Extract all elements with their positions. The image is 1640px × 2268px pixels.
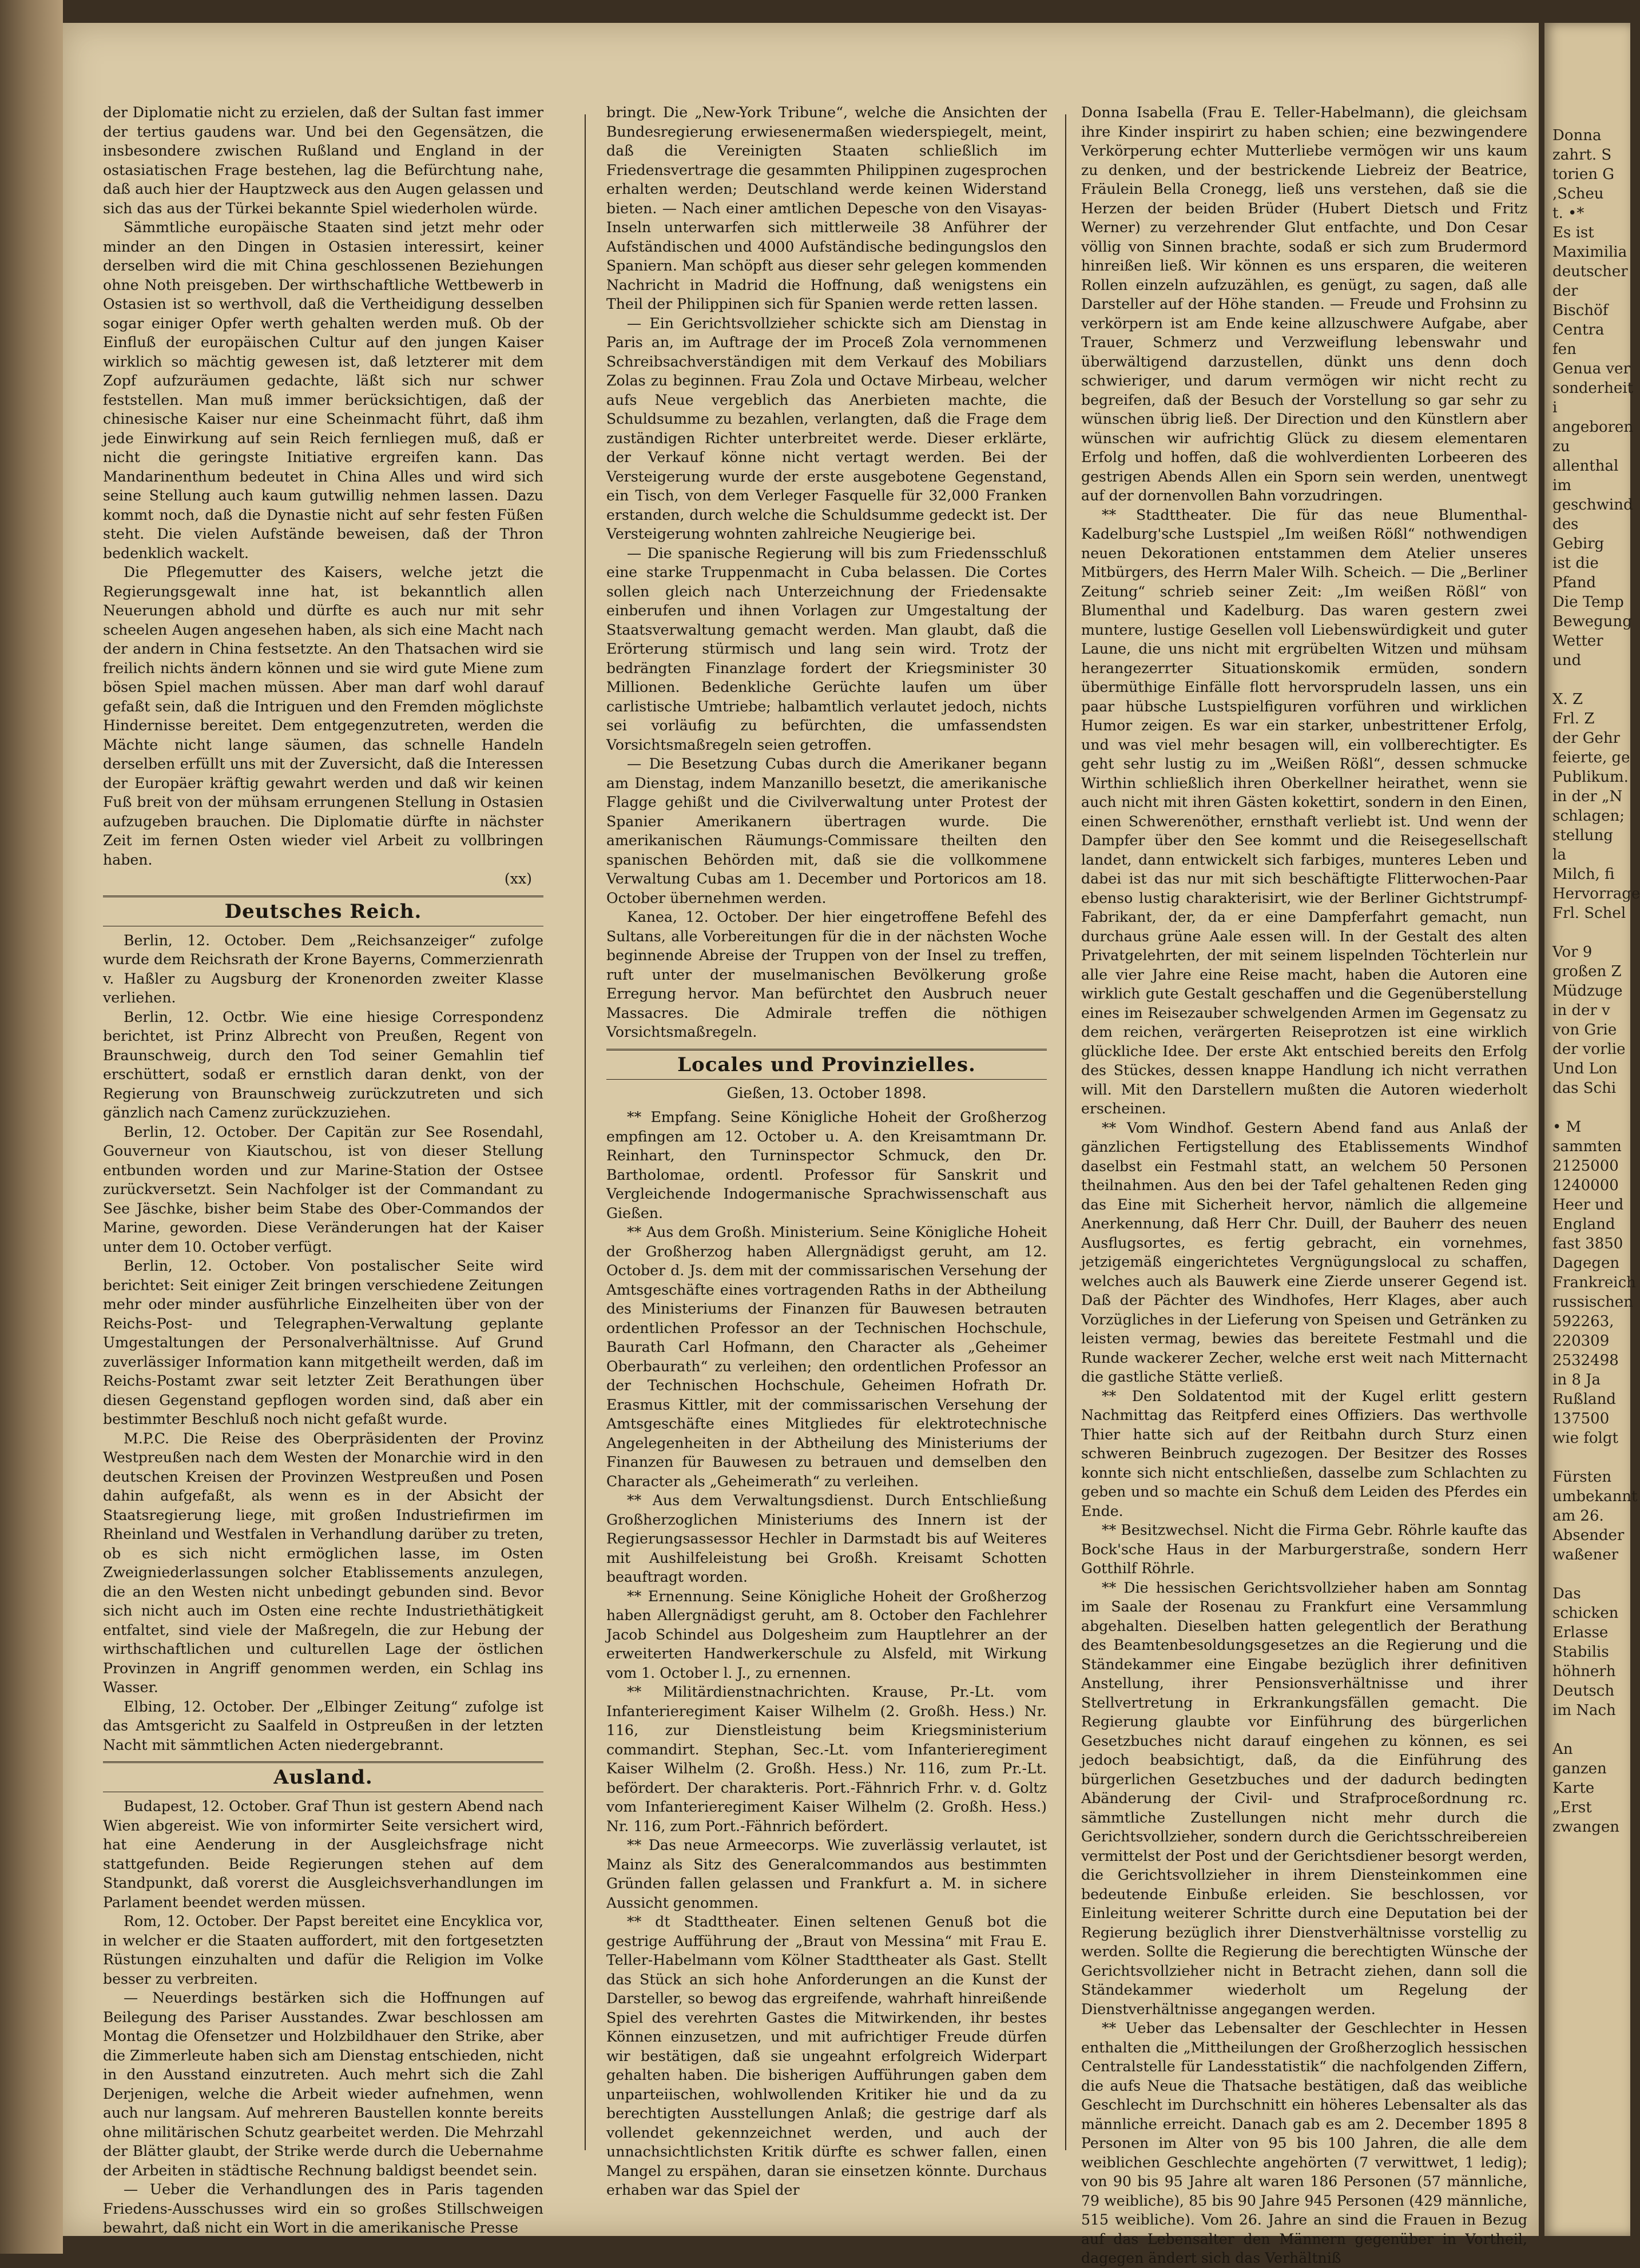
local-item: ** Stadttheater. Die für das neue Blumenthal-Kadelburg'sche Lustspiel „Im weißen Rößl“ nothwendigen neuen Dekorationen entstammen dem Atelier unseres Mitbürgers, des Herrn Maler Wilh. Scheich. — Die „Berliner Zeitung“ schrieb seiner Zeit: „Im weißen Rößl“ von Blumenthal und Kadelburg. Das waren gestern zwei muntere, lustige Gesellen voll Liebenswürdigkeit und guter Laune, die uns nicht mit ergrübelten Witzen und mühsam herangezerrter Situationskomik ermüden, sondern übermüthige Einfälle flott hervorsprudeln lassen, uns ein paar hübsche Lustspielfiguren vorführen und wirklichen Humor zeigen. Es war ein starker, unbestrittener Erfolg, und was viel mehr besagen will, ein vollberechtigter. Es geht sehr lustig zu im „Weißen Rößl“, dessen schmucke Wirthin schließlich ihren Oberkellner heirathet, wenn sie auch nicht mit ihren Gästen kokettirt, sondern in den Einen, einen Schwerenöther, ernsthaft verliebt ist. Und wenn der Dampfer über den See kommt und die Reisegesellschaft landet, dann entwickelt sich farbiges, munteres Leben und dabei ist das nur mit sich beschäftigte Flitterwochen-Paar ebenso lustig charakterisirt, wie der Berliner Gichtstrumpf-Fabrikant, der, da er eine Dampferfahrt gemacht, nun durchaus grüne Aale essen will. In der Gestalt des alten Privatgelehrten, der mit seinem lispelnden Töchterlein nur alle vier Jahre eine Reise macht, haben die Autoren eine wirklich gute Gestalt geschaffen und die Gegenüberstellung eines im Reisezauber schwelgenden Armen im Gegensatz zu dem reichen, verärgerten Reiseprotzen ist eine wirklich glückliche Idee. Der erste Akt entschied bereits den Erfolg des Stückes, dessen knappe Handlung ich nicht verrathen will. Mit den Darstellern mußten die Autoren wiederholt erscheinen. <box>1081 506 1527 1117</box>
news-item: Berlin, 12. October. Dem „Reichsanzeiger“ zufolge wurde dem Reichsrath der Krone Bayerns, Commerzienrath v. Haßler zu Augsburg der Kronenorden zweiter Klasse verliehen. <box>103 932 543 1006</box>
local-item: ** Ueber das Lebensalter der Geschlechter in Hessen enthalten die „Mittheilungen der Großherzoglich hessischen Centralstelle für Landesstatistik“ die nachfolgenden Ziffern, die aufs Neue die Thatsache bestätigen, daß das weibliche Geschlecht im Durchschnitt ein höheres Lebensalter als das männliche erreicht. Danach gab es am 2. December 1895 8 Personen im Alter von 95 bis 100 Jahren, die alle dem weiblichen Geschlechte angehörten (7 verwittwet, 1 ledig); von 90 bis 95 Jahre alt waren 186 Personen (57 männliche, 79 weibliche), 85 bis 90 Jahre 945 Personen (429 männliche, 515 weibliche). Vom 26. Jahre an sind die Frauen in Bezug auf das Lebensalter den Männern gegenüber in Vortheil, dagegen ändert sich das Verhältniß <box>1081 2020 1527 2266</box>
dateline: Gießen, 13. October 1898. <box>726 1084 927 1102</box>
local-item: ** Aus dem Großh. Ministerium. Seine Königliche Hoheit der Großherzog haben Allergnädigst geruht, am 12. October d. Js. dem mit der commissarischen Versehung der Amtsgeschäfte eines vortragenden Raths in der Abtheilung des Ministeriums der Finanzen für Bauwesen betrauten ordentlichen Professor an der Technischen Hochschule, Baurath Carl Hofmann, den Character als „Geheimer Oberbaurath“ zu verleihen; den ordentlichen Professor an der Technischen Hochschule, Geheimen Hofrath Dr. Erasmus Kittler, mit der commissarischen Versehung der Amtsgeschäfte eines Mitgliedes für elektrotechnische Angelegenheiten in der Abtheilung des Ministeriums der Finanzen für Bauwesen zu betrauen und demselben den Character als „Geheimerath“ zu verleihen. <box>606 1224 1047 1490</box>
local-item: ** Aus dem Verwaltungsdienst. Durch Entschließung Großherzoglichen Ministeriums des Innern ist der Regierungsassessor Hechler in Darmstadt bis auf Weiteres mit Aushilfeleistung bei Großh. Kreisamt Schotten beauftragt worden. <box>606 1492 1047 1585</box>
news-item: Berlin, 12. October. Der Capitän zur See Rosendahl, Gouverneur von Kiautschou, ist von dieser Stellung entbunden worden und zur Marine-Station der Ostsee zurückversetzt. Sein Nachfolger ist der Commandant zu See Jäschke, bisher beim Stabe des Ober-Commandos der Marine, geworden. Diese Veränderungen hat der Kaiser unter dem 10. October verfügt. <box>103 1123 543 1255</box>
news-item: Elbing, 12. October. Der „Elbinger Zeitung“ zufolge ist das Amtsgericht zu Saalfeld in Ostpreußen in der letzten Nacht mit sämmtlichen Acten niedergebrannt. <box>103 1698 543 1753</box>
section-heading-deutsches-reich: Deutsches Reich. <box>103 896 543 926</box>
adjacent-page <box>1544 23 1640 2236</box>
news-item: Kanea, 12. October. Der hier eingetroffene Befehl des Sultans, alle Vorbereitungen für die in der nächsten Woche beginnende Abreise der Truppen von der Insel zu treffen, ruft unter der muselmanischen Bevölkerung große Erregung hervor. Man befürchtet den Ausbruch neuer Massacres. Die Admirale treffen die nöthigen Vorsichtsmaßregeln. <box>606 909 1047 1040</box>
news-item: bringt. Die „New-York Tribune“, welche die Ansichten der Bundesregierung erwiesenermaßen wiederspiegelt, meint, daß die Vereinigten Staaten schließlich im Friedensvertrage die gesammten Philippinen zugesprochen erhalten werden; Deutschland werde keinen Widerstand bieten. — Nach einer amtlichen Depesche von den Visayas-Inseln unterwarfen sich mittlerweile 38 Anführer der Aufständischen und 4000 Aufständische bedingungslos den Spaniern. Man schöpft aus dieser sehr gelegen kommenden Nachricht in Madrid die Hoffnung, daß wenigstens ein Theil der Philippinen sich für Spanien werde retten lassen. <box>606 104 1047 312</box>
section-heading-ausland: Ausland. <box>103 1761 543 1792</box>
local-item: Donna Isabella (Frau E. Teller-Habelmann), die gleichsam ihre Kinder inspirirt zu haben schien; eine bezwingendere Verkörperung echter Mutterliebe vermögen wir uns kaum zu denken, und der bestrickende Liebreiz der Beatrice, Fräulein Bella Cronegg, ließ uns verstehen, daß sie die Herzen der beiden Brüder (Hubert Dietsch und Fritz Werner) zu verzehrender Glut entfachte, und Don Cesar völlig von Sinnen brachte, sodaß er sich zum Brudermord hinreißen ließ. Wir können es uns ersparen, die weiteren Rollen einzeln aufzuzählen, es genügt, zu sagen, daß alle Darsteller auf der Höhe standen. — Freude und Frohsinn zu verkörpern ist am Ende keine allzuschwere Aufgabe, aber Trauer, Schmerz und Verzweiflung lebenswahr und überwältigend darzustellen, dünkt uns denn doch schwieriger, und darum vermögen wir nicht recht zu begreifen, daß der Besuch der Vorstellung so gar sehr zu wünschen übrig ließ. Der Direction und den Künstlern aber wünschen wir aufrichtig Glück zu diesem elementaren Erfolg und hoffen, daß die wohlverdienten Lorbeeren des gestrigen Abends Allen ein Sporn sein werden, unentwegt auf der dornenvollen Bahn vorzudringen. <box>1081 104 1527 504</box>
news-item: — Ueber die Verhandlungen des in Paris tagenden Friedens-Ausschusses wird ein so großes Stillschweigen bewahrt, daß nicht ein Wort in die amerikanische Presse <box>103 2181 543 2236</box>
section-heading-locales: Locales und Provinzielles. <box>606 1049 1047 1080</box>
local-item: ** Ernennung. Seine Königliche Hoheit der Großherzog haben Allergnädigst geruht, am 8. October den Fachlehrer Jacob Schindel aus Dolgesheim zum Hauptlehrer an der erweiterten Handwerkerschule zu Alsfeld, mit Wirkung vom 1. October l. J., zu ernennen. <box>606 1587 1047 1681</box>
news-item: M.P.C. Die Reise des Oberpräsidenten der Provinz Westpreußen nach dem Westen der Monarchie wird in den deutschen Kreisen der Provinzen Westpreußen und Posen dahin aufgefaßt, als wenn es in der Absicht der Staatsregierung liege, mit großen Industriefirmen im Rheinland und Westfalen in Verhandlung darüber zu treten, ob es sich nicht ermöglichen lasse, im Osten Zweigniederlassungen solcher Etablissements anzulegen, die an den Westen nicht unbedingt gebunden sind. Bevor sich nicht auch im Osten eine rechte Industriethätigkeit entfaltet, sind viele der Maßregeln, die zur Hebung der wirthschaftlichen und culturellen Lage der östlichen Provinzen in Angriff genommen werden, ein Schlag ins Wasser. <box>103 1430 543 1696</box>
article-text: der Diplomatie nicht zu erzielen, daß der Sultan fast immer der tertius gaudens war. Und bei den Gegensätzen, die insbesondere zwischen Rußland und England in der ostasiatischen Frage bestehen, lag die Befürchtung nahe, daß auch hier der Hauptzweck aus den Augen gelassen und sich das aus der Türkei bekannte Spiel wiederholen würde. <box>103 104 543 217</box>
news-item: Budapest, 12. October. Graf Thun ist gestern Abend nach Wien abgereist. Wie von informirter Seite versichert wird, hat eine Aenderung in der Ausgleichsfrage nicht stattgefunden. Beide Regierungen stehen auf dem Standpunkt, daß vorerst die Ausgleichsverhandlungen im Parlament beendet werden müssen. <box>103 1798 543 1911</box>
local-item: ** Das neue Armeecorps. Wie zuverlässig verlautet, ist Mainz als Sitz des Generalcommandos aus bestimmten Gründen fallen gelassen und Frankfurt a. M. in sichere Aussicht genommen. <box>606 1837 1047 1911</box>
news-item: — Neuerdings bestärken sich die Hoffnungen auf Beilegung des Pariser Ausstandes. Zwar beschlossen am Montag die Ofensetzer und Holzbildhauer den Strike, aber die Zimmerleute haben sich am Dienstag entschieden, nicht in den Ausstand einzutreten. Auch mehrt sich die Zahl Derjenigen, welche die Arbeit wieder aufnehmen, wenn auch nur langsam. Auf mehreren Baustellen konnte bereits ohne militärischen Schutz gearbeitet werden. Die Mehrzahl der Blätter glaubt, der Strike werde durch die Uebernahme der Arbeiten in städtische Rechnung baldigst beendet sein. <box>103 1990 543 2179</box>
news-item: — Die spanische Regierung will bis zum Friedensschluß eine starke Truppenmacht in Cuba belassen. Die Cortes sollen gleich nach Unterzeichnung der Friedensakte einberufen und ihnen Vorlagen zur Umgestaltung der Staatsverwaltung gemacht werden. Man glaubt, daß die Erörterung stürmisch und lang sein wird. Trotz der bedrängten Finanzlage fordert der Kriegsminister 30 Millionen. Bedenkliche Gerüchte laufen um über carlistische Umtriebe; halbamtlich verlautet jedoch, nichts sei vorläufig zu befürchten, die umfassendsten Vorsichtsmaßregeln seien getroffen. <box>606 544 1047 753</box>
column-rule-2 <box>1065 114 1066 2150</box>
local-item: ** Den Soldatentod mit der Kugel erlitt gestern Nachmittag das Reitpferd eines Offiziers. Das werthvolle Thier hatte sich auf der Reitbahn durch Sturz einen schweren Beinbruch zugezogen. Der Besitzer des Rosses konnte sich nicht entschließen, dasselbe zum Schlachten zu geben und so machte ein Schuß dem Leiden des Pferdes ein Ende. <box>1081 1387 1527 1519</box>
article-text: Die Pflegemutter des Kaisers, welche jetzt die Regierungsgewalt inne hat, ist bekanntlich allen Neuerungen abhold und dürfte es auch nur mit sehr scheelen Augen angesehen haben, als sich eine Macht nach der andern in China festsetzte. An den Thatsachen wird sie freilich nichts ändern können und sie wird gute Miene zum bösen Spiel machen müssen. Aber man darf wohl darauf gefaßt sein, daß die Intriguen und den Fremden möglichste Hindernisse bereitet. Dem entgegenzutreten, werden die Mächte nicht lange säumen, das schnelle Handeln derselben erfüllt uns mit der Zuversicht, daß die Interessen der Europäer kräftig gewahrt werden und daß wir keinen Fuß breit von der mühsam errungenen Stellung in Ostasien aufzugeben brauchen. Die Diplomatie dürfte in nächster Zeit im fernen Osten wieder viel Arbeit zu vollbringen haben. <box>103 564 543 868</box>
column-3 <box>1081 103 1527 2268</box>
news-item: — Die Besetzung Cubas durch die Amerikaner begann am Dienstag, indem Manzanillo besetzt, die amerikanische Flagge gehißt und die Civilverwaltung unter Protest der Spanier Amerikanern übertragen wurde. Die amerikanischen Räumungs-Commissare theilten den spanischen Behörden mit, daß sie die vollkommene Verwaltung Cubas am 1. December und Portoricos am 18. October übernehmen werden. <box>606 755 1047 906</box>
news-item: Berlin, 12. October. Von postalischer Seite wird berichtet: Seit einiger Zeit bringen verschiedene Zeitungen mehr oder minder ausführliche Einzelheiten über von der Reichs-Post- und Telegraphen-Verwaltung geplante Umgestaltungen der Personalverhältnisse. Auf Grund zuverlässiger Information kann mitgetheilt werden, daß im Reichs-Postamt zwar seit letzter Zeit Berathungen über diesen Gegenstand gepflogen worden sind, daß aber ein bestimmter Beschluß noch nicht gefaßt wurde. <box>103 1258 543 1427</box>
local-item: ** Militärdienstnachrichten. Krause, Pr.-Lt. vom Infanterieregiment Kaiser Wilhelm (2. Großh. Hess.) Nr. 116, zur Dienstleistung beim Kriegsministerium commandirt. Stephan, Sec.-Lt. vom Infanterieregiment Kaiser Wilhelm (2. Großh. Hess.) Nr. 116, zum Pr.-Lt. befördert. Der charakteris. Port.-Fähnrich Frhr. v. d. Goltz vom Infanterieregiment Kaiser Wilhelm (2. Großh. Hess.) Nr. 116, zum Port.-Fähnrich befördert. <box>606 1684 1047 1835</box>
news-item: Rom, 12. October. Der Papst bereitet eine Encyklica vor, in welcher er die Staaten auffordert, mit den fortgesetzten Rüstungen einzuhalten und dafür die Religion im Volke besser zu verbreiten. <box>103 1913 543 1987</box>
local-item: ** Vom Windhof. Gestern Abend fand aus Anlaß der gänzlichen Fertigstellung des Etablissements Windhof daselbst ein Festmahl statt, an welchem 50 Personen theilnahmen. Aus den bei der Tafel gehaltenen Reden ging das Eine mit Sicherheit hervor, nämlich die allgemeine Anerkennung, daß Herr Chr. Duill, der Bauherr des neuen Ausflugsortes, es fertig gebracht, ein vornehmes, jetzigemäß eingerichtetes Vergnügungslocal zu schaffen, welches auch als Bauwerk eine Zierde unserer Gegend ist. Daß der Pächter des Windhofes, Herr Klages, aber auch Vorzügliches in der Lieferung von Speisen und Getränken zu leisten vermag, bewies das bereitete Festmahl und die Runde wackerer Zecher, welche erst weit nach Mitternacht die gastliche Stätte verließ. <box>1081 1119 1527 1385</box>
column-rule-1 <box>585 114 586 2150</box>
local-item: ** Empfang. Seine Königliche Hoheit der Großherzog empfingen am 12. October u. A. den Kreisamtmann Dr. Reinhart, den Turninspector Schmuck, den Dr. Bartholomae, ordentl. Professor für Sanskrit und Vergleichende Indogermanische Sprachwissenschaft aus Gießen. <box>606 1109 1047 1221</box>
book-binding-edge <box>0 0 63 2254</box>
article-text: Sämmtliche europäische Staaten sind jetzt mehr oder minder an den Dingen in Ostasien interessirt, keiner derselben wird die mit China geschlossenen Beziehungen ohne Noth preisgeben. Der wirthschaftliche Wettbewerb in Ostasien ist so werthvoll, daß die Vertheidigung desselben sogar einiger Opfer werth gehalten werden muß. Ob der Einfluß der europäischen Cultur auf den jungen Kaiser wirklich so mächtig gewesen ist, daß letzterer mit dem Zopf aufzuräumen gedachte, läßt sich nur schwer feststellen. Man muß immer berücksichtigen, daß der chinesische Kaiser nur eine Scheinmacht führt, daß ihm jede Einwirkung auf sein Reich fernliegen muß, daß er nicht die geringste Initiative ergreifen kann. Das Mandarinenthum bedeutet in China Alles und wird sich seine Stellung auch kaum gutwillig nehmen lassen. Dazu kommt noch, daß die Dynastie nicht auf sehr festen Füßen steht. Die vielen Aufstände beweisen, daß der Thron bedenklich wackelt. <box>103 219 543 562</box>
column-2 <box>606 103 1047 2200</box>
local-item: ** Die hessischen Gerichtsvollzieher haben am Sonntag im Saale der Rosenau zu Frankfurt eine Versammlung abgehalten. Dieselben hatten gelegentlich der Berathung des Beamtenbesoldungsgesetzes an die Regierung und die Ständekammer eine Eingabe bezüglich ihrer definitiven Anstellung, ihrer Pensionsverhältnisse und ihrer Stellvertretung in Erkrankungsfällen gemacht. Die Regierung glaubte vor Einführung des bürgerlichen Gesetzbuches nicht darauf eingehen zu können, es sei jedoch beabsichtigt, daß, da die Einführung des bürgerlichen Gesetzbuches und der dadurch bedingten Abänderung der Civil- und Strafproceßordnung rc. sämmtliche Zustellungen nicht mehr durch die Gerichtsvollzieher, sondern durch die Gerichtsschreibereien vermittelst der Post und der Gerichtsdiener besorgt werden, die Gerichtsvollzieher in ihrem Diensteinkommen eine bedeutende Einbuße erleiden. Sie beschlossen, vor Einleitung weiterer Schritte durch eine Deputation bei der Regierung bezüglich ihrer Dienstverhältnisse vorstellig zu werden. Sollte die Regierung die berechtigten Wünsche der Gerichtsvollzieher nicht in Betracht ziehen, dann soll die Ständekammer wiederholt um Regelung der Dienstverhältnisse angegangen werden. <box>1081 1579 1527 2018</box>
local-item: ** dt Stadttheater. Einen seltenen Genuß bot die gestrige Aufführung der „Braut von Messina“ mit Frau E. Teller-Habelmann vom Kölner Stadttheater als Gast. Stellt das Stück an sich hohe Anforderungen an die Kunst der Darsteller, so bewog das ergreifende, wahrhaft hinreißende Spiel des verehrten Gastes die Mitwirkenden, ihr bestes Können einzusetzen, und mit aufrichtiger Freude dürfen wir bestätigen, daß sie ungeahnt erfolgreich Widerpart gehalten haben. Die bisherigen Aufführungen gaben dem unparteiischen, wohlwollenden Kritiker hie und da zu berechtigten Ausstellungen Anlaß; die gestrige darf als vollendet gekennzeichnet werden, und auch der unnachsichtlichsten Kritik dürfte es schwer fallen, einen Mangel zu erspähen, daran sie einsetzen könnte. Durchaus erhaben war das Spiel der <box>606 1913 1047 2198</box>
adjacent-page-text: Donna zahrt. S torien G ,Scheu t. •* Es ist Maximilia deutscher der Bischöf Centra fen Genua ver sonderheit i angeboren zu allenthal im geschwind des Gebirg ist die Pfand Die Temp Bewegung Wetter und X. Z Frl. Z der Gehr feierte, ge Publikum. in der „N schlagen; stellung la Milch, fi Hervorrage Frl. Schel Vor 9 großen Z Müdzuge in der v von Grie der vorlie Und Lon das Schi • M sammten 2125000 1240000 Heer und England fast 3850 Dagegen Frankreich russischen 592263, 220309 2532498 in 8 Ja Rußland 137500 wie folgt Fürsten umbekannt am 26. Absender waßener Das schicken Erlasse Stabilis höhnerh Deutsch im Nach An ganzen Karte „Erst zwangen <box>1552 127 1640 1836</box>
column-1 <box>103 103 543 2238</box>
local-item: ** Besitzwechsel. Nicht die Firma Gebr. Röhrle kaufte das Bock'sche Haus in der Marburgerstraße, sondern Herr Gotthilf Röhrle. <box>1081 1522 1527 1577</box>
author-mark: (xx) <box>504 870 532 887</box>
news-item: — Ein Gerichtsvollzieher schickte sich am Dienstag in Paris an, im Auftrage der im Proceß Zola vernommenen Schreibsachverständigen mit dem Verkauf des Mobiliars Zolas zu beginnen. Frau Zola und Octave Mirbeau, welcher aufs Neue vergeblich das Anerbieten machte, die Schuldsumme zu bezahlen, verlangten, daß die Frage dem zuständigen Richter unterbreitet werde. Dieser erklärte, der Verkauf könne nicht vertagt werden. Bei der Versteigerung wurde der erste ausgebotene Gegenstand, ein Tisch, von dem Verleger Fasquelle für 32,000 Franken erstanden, durch welche die Schuldsumme gedeckt ist. Der Versteigerung wohnten zahlreiche Neugierige bei. <box>606 315 1047 542</box>
news-item: Berlin, 12. Octbr. Wie eine hiesige Correspondenz berichtet, ist Prinz Albrecht von Preußen, Regent von Braunschweig, durch den Tod seiner Gemahlin tief erschüttert, sodaß er ernstlich daran denkt, von der Regierung von Braunschweig zurückzutreten und sich gänzlich nach Camenz zurückzuziehen. <box>103 1008 543 1121</box>
